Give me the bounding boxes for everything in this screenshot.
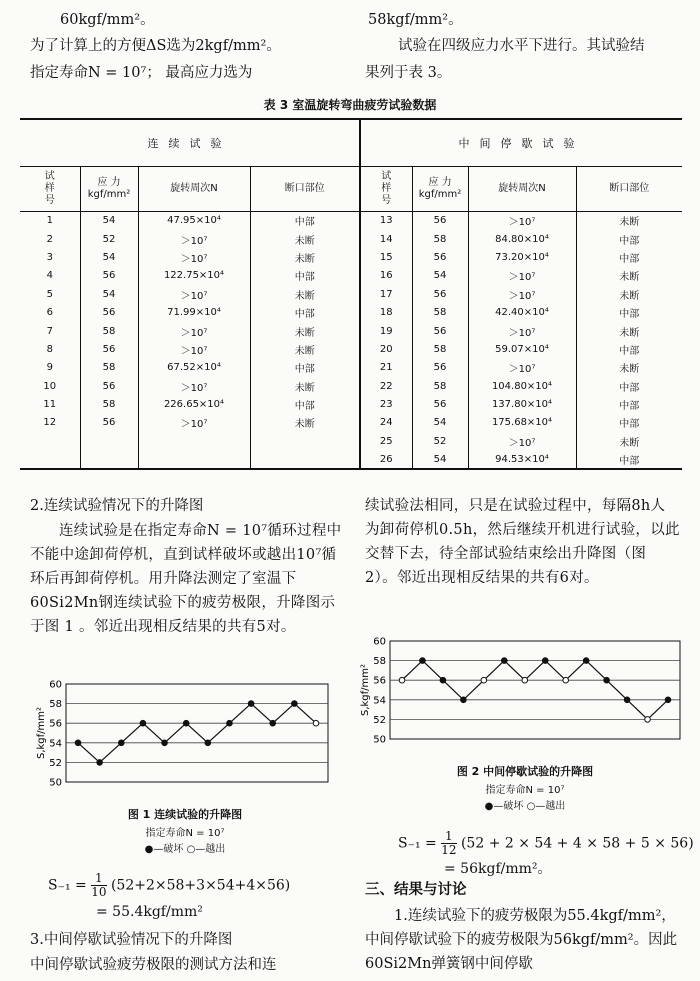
cell-stress: 56 (412, 395, 468, 413)
cell-stress: 54 (412, 267, 468, 285)
break-point (205, 740, 211, 746)
cell-cycles: 94.53×10⁴ (468, 451, 576, 469)
cell-specimen: 20 (360, 340, 412, 358)
y-tick-label: 60 (49, 679, 62, 691)
cell-fracture: 中部 (250, 359, 360, 377)
header-specimen: 试样号 (360, 167, 412, 212)
cell-stress: 56 (412, 285, 468, 303)
cell-cycles: 104.80×10⁴ (468, 377, 576, 395)
runout-point (563, 677, 569, 683)
cell-specimen (20, 451, 80, 469)
formula1-result: = 55.4kgf/mm² (96, 904, 203, 920)
figure2-caption: 图 2 中间停歇试验的升降图 (456, 765, 594, 778)
header-cycles: 旋转周次N (138, 167, 250, 212)
cell-cycles: ＞10⁷ (468, 267, 576, 285)
cell-fracture: 未断 (250, 414, 360, 432)
cell-cycles: ＞10⁷ (468, 285, 576, 303)
formula1-rhs: (52+2×58+3×54+4×56) (110, 877, 291, 894)
cell-specimen: 25 (360, 432, 412, 450)
break-point (118, 740, 124, 746)
cell-fracture: 中部 (576, 303, 682, 321)
formula2-num: 1 (441, 830, 456, 844)
cell-specimen: 15 (360, 248, 412, 266)
break-point (248, 701, 254, 707)
cell-stress: 56 (412, 322, 468, 340)
runout-point (522, 677, 528, 683)
cell-fracture: 未断 (576, 432, 682, 450)
header-fracture: 断口部位 (576, 167, 682, 212)
cell-cycles: ＞10⁷ (468, 432, 576, 450)
cell-fracture: 未断 (576, 359, 682, 377)
cell-stress: 58 (80, 395, 138, 413)
cell-cycles: ＞10⁷ (138, 248, 250, 266)
header-stress: 应 力 kgf/mm² (80, 167, 138, 212)
y-tick-label: 58 (49, 699, 62, 711)
text-line: 试验在四级应力水平下进行。其试验结 (398, 38, 645, 54)
y-axis-label: S,kgf/mm² (360, 663, 371, 717)
cell-cycles: 137.80×10⁴ (468, 395, 576, 413)
table-row (20, 340, 682, 358)
cell-specimen: 9 (46, 362, 53, 374)
figure2-subtitle: 指定寿命N = 10⁷ (485, 785, 565, 796)
cell-specimen: 18 (360, 303, 412, 321)
cell-specimen: 10 (43, 380, 57, 392)
cell-specimen: 24 (360, 414, 412, 432)
cell-cycles: ＞10⁷ (468, 322, 576, 340)
cell-stress: 58 (80, 322, 138, 340)
cell-stress: 58 (412, 230, 468, 248)
cell-specimen: 4 (46, 270, 53, 282)
break-point (542, 658, 548, 664)
formula2-den: 12 (441, 843, 457, 857)
cell-cycles: 59.07×10⁴ (468, 340, 576, 358)
cell-stress (80, 432, 138, 450)
table-row (20, 303, 682, 321)
figure1-legend: ●—破坏 ○—越出 (144, 844, 226, 855)
cell-fracture: 中部 (250, 212, 360, 230)
cell-specimen: 16 (360, 267, 412, 285)
group-header-intermittent: 中间停歇试验 (360, 119, 682, 167)
cell-cycles: 71.99×10⁴ (138, 303, 250, 321)
series-line (402, 661, 668, 720)
formula2-result: = 56kgf/mm²。 (444, 861, 552, 877)
plot-frame (390, 641, 680, 739)
cell-fracture: 中部 (250, 395, 360, 413)
section-heading: 2.连续试验情况下的升降图 (30, 498, 204, 514)
cell-stress: 58 (412, 377, 468, 395)
runout-point (399, 677, 405, 683)
formula1 (48, 872, 290, 899)
text-line: 指定寿命N = 10⁷； 最高应力选为 (30, 65, 253, 81)
cell-cycles: ＞10⁷ (138, 230, 250, 248)
break-point (624, 697, 630, 703)
cell-fracture: 未断 (250, 377, 360, 395)
cell-specimen: 22 (360, 377, 412, 395)
cell-fracture: 中部 (576, 377, 682, 395)
cell-stress: 54 (80, 248, 138, 266)
cell-cycles: 175.68×10⁴ (468, 414, 576, 432)
cell-stress: 58 (412, 340, 468, 358)
cell-specimen: 19 (360, 322, 412, 340)
paragraph: 连续试验是在指定寿命N = 10⁷循环过程中不能中途卸荷停机，直到试样破坏或越出10⁷循环后再卸荷停机。用升降法测定了室温下60Si2Mn钢连续试验下的疲劳极限，升降图示于图 1 。邻近出现相反结果的共有5对。 (30, 523, 342, 635)
cell-cycles: ＞10⁷ (138, 340, 250, 358)
cell-fracture: 未断 (250, 322, 360, 340)
header-stress: 应 力 kgf/mm² (412, 167, 468, 212)
cell-cycles: 226.65×10⁴ (138, 395, 250, 413)
y-tick-label: 58 (373, 656, 386, 668)
cell-fracture (250, 451, 360, 469)
formula1-den: 10 (91, 885, 107, 899)
cell-fracture: 中部 (576, 340, 682, 358)
table-row (20, 248, 682, 266)
cell-cycles: 42.40×10⁴ (468, 303, 576, 321)
y-axis-label: S,kgf/mm² (36, 706, 47, 760)
table-row (20, 359, 682, 377)
cell-fracture: 未断 (250, 248, 360, 266)
runout-point (481, 677, 487, 683)
table-row (20, 212, 682, 230)
text-line: 果列于表 3。 (365, 65, 452, 81)
table-row (20, 230, 682, 248)
cell-fracture: 中部 (576, 248, 682, 266)
cell-specimen: 26 (360, 451, 412, 469)
cell-specimen: 2 (46, 233, 53, 245)
break-point (461, 697, 467, 703)
series-line (78, 704, 316, 763)
break-point (583, 658, 589, 664)
figure1-caption: 图 1 连续试验的升降图 (127, 808, 243, 821)
cell-fracture: 中部 (250, 267, 360, 285)
cell-stress: 54 (80, 285, 138, 303)
fatigue-data-table (20, 118, 682, 470)
cell-specimen: 12 (43, 417, 57, 429)
formula2 (398, 830, 694, 857)
cell-specimen: 13 (360, 212, 412, 230)
break-point (270, 720, 276, 726)
figure1-chart (18, 675, 333, 795)
break-point (420, 658, 426, 664)
y-tick-label: 54 (49, 738, 62, 750)
table-row (20, 395, 682, 413)
table-row (20, 285, 682, 303)
text-line: 58kgf/mm²。 (368, 12, 463, 28)
section-heading: 三、结果与讨论 (365, 882, 467, 898)
figure2-chart (352, 630, 687, 750)
section-heading: 3.中间停歇试验情况下的升降图 (30, 932, 233, 948)
cell-stress: 58 (412, 303, 468, 321)
cell-fracture: 未断 (576, 267, 682, 285)
break-point (502, 658, 508, 664)
cell-specimen: 5 (46, 288, 53, 300)
cell-cycles: ＞10⁷ (138, 377, 250, 395)
cell-cycles: ＞10⁷ (138, 322, 250, 340)
cell-stress: 56 (412, 359, 468, 377)
cell-fracture: 未断 (576, 212, 682, 230)
table-row (20, 267, 682, 285)
y-tick-label: 50 (373, 734, 386, 746)
cell-fracture: 未断 (250, 285, 360, 303)
cell-specimen: 14 (360, 230, 412, 248)
cell-cycles: 84.80×10⁴ (468, 230, 576, 248)
cell-stress: 56 (80, 303, 138, 321)
formula2-lhs: S₋₁ = (398, 835, 437, 852)
cell-cycles: 122.75×10⁴ (138, 267, 250, 285)
y-tick-label: 50 (49, 777, 62, 789)
cell-specimen: 11 (43, 399, 57, 411)
break-point (440, 677, 446, 683)
cell-cycles: ＞10⁷ (138, 414, 250, 432)
y-tick-label: 56 (373, 675, 386, 687)
break-point (162, 740, 168, 746)
header-cycles: 旋转周次N (468, 167, 576, 212)
cell-fracture: 未断 (576, 285, 682, 303)
cell-specimen: 8 (46, 343, 53, 355)
break-point (292, 701, 298, 707)
cell-stress (80, 451, 138, 469)
break-point (97, 760, 103, 766)
cell-stress: 54 (80, 212, 138, 230)
cell-stress: 54 (412, 451, 468, 469)
figure2-legend: ●—破坏 ○—越出 (484, 801, 566, 812)
cell-specimen: 21 (360, 359, 412, 377)
formula2-rhs: (52 + 2 × 54 + 4 × 58 + 5 × 56) (460, 835, 694, 852)
cell-fracture: 中部 (576, 414, 682, 432)
runout-point (313, 720, 319, 726)
cell-fracture: 中部 (250, 303, 360, 321)
cell-stress: 56 (80, 267, 138, 285)
figure1-subtitle: 指定寿命N = 10⁷ (145, 828, 225, 839)
break-point (75, 740, 81, 746)
y-tick-label: 52 (49, 757, 62, 769)
cell-cycles: ＞10⁷ (468, 212, 576, 230)
group-header-continuous: 连续试验 (20, 119, 360, 167)
cell-cycles: ＞10⁷ (138, 285, 250, 303)
formula1-num: 1 (91, 872, 106, 886)
cell-fracture: 中部 (576, 451, 682, 469)
break-point (604, 677, 610, 683)
header-specimen: 试样号 (20, 167, 80, 212)
cell-specimen (20, 432, 80, 450)
table-row (20, 377, 682, 395)
table-row (20, 322, 682, 340)
paragraph: 续试验法相同，只是在试验过程中，每隔8h人为卸荷停机0.5h，然后继续开机进行试验，以此交替下去，待全部试验结束绘出升降图（图 2）。邻近出现相反结果的共有6对。 (365, 498, 680, 586)
cell-stress: 56 (80, 377, 138, 395)
cell-fracture: 未断 (576, 322, 682, 340)
break-point (227, 720, 233, 726)
header-fracture: 断口部位 (250, 167, 360, 212)
paragraph: 中间停歇试验疲劳极限的测试方法和连 (30, 957, 277, 973)
cell-fracture: 未断 (250, 340, 360, 358)
cell-stress: 56 (80, 414, 138, 432)
formula1-lhs: S₋₁ = (48, 877, 87, 894)
cell-cycles: 73.20×10⁴ (468, 248, 576, 266)
cell-specimen: 6 (46, 307, 53, 319)
y-tick-label: 56 (49, 718, 62, 730)
cell-stress: 52 (412, 432, 468, 450)
table-title: 表 3 室温旋转弯曲疲劳试验数据 (263, 98, 437, 112)
table-row (20, 414, 682, 432)
cell-stress: 52 (80, 230, 138, 248)
cell-fracture: 中部 (576, 230, 682, 248)
cell-fracture: 未断 (250, 230, 360, 248)
cell-stress: 58 (80, 359, 138, 377)
cell-stress: 56 (80, 340, 138, 358)
cell-cycles: ＞10⁷ (468, 359, 576, 377)
y-tick-label: 60 (373, 636, 386, 648)
cell-specimen: 23 (360, 395, 412, 413)
cell-stress: 54 (412, 414, 468, 432)
table-row (20, 432, 682, 450)
cell-specimen: 1 (46, 215, 53, 227)
y-tick-label: 52 (373, 714, 386, 726)
cell-cycles (138, 451, 250, 469)
break-point (140, 720, 146, 726)
text-line: 为了计算上的方便ΔS选为2kgf/mm²。 (30, 38, 281, 54)
text-line: 60kgf/mm²。 (60, 12, 155, 28)
cell-cycles: 67.52×10⁴ (138, 359, 250, 377)
cell-cycles (138, 432, 250, 450)
break-point (183, 720, 189, 726)
cell-specimen: 3 (46, 251, 53, 263)
cell-stress: 56 (412, 248, 468, 266)
table-row (20, 451, 682, 469)
cell-stress: 56 (412, 212, 468, 230)
cell-fracture: 中部 (576, 395, 682, 413)
runout-point (645, 717, 651, 723)
cell-fracture (250, 432, 360, 450)
cell-specimen: 7 (46, 325, 53, 337)
paragraph: 1.连续试验下的疲劳极限为55.4kgf/mm²，中间停歇试验下的疲劳极限为56kgf/mm²。因此60Si2Mn弹簧钢中间停歇 (365, 908, 678, 972)
y-tick-label: 54 (373, 695, 386, 707)
cell-cycles: 47.95×10⁴ (138, 212, 250, 230)
cell-specimen: 17 (360, 285, 412, 303)
break-point (665, 697, 671, 703)
